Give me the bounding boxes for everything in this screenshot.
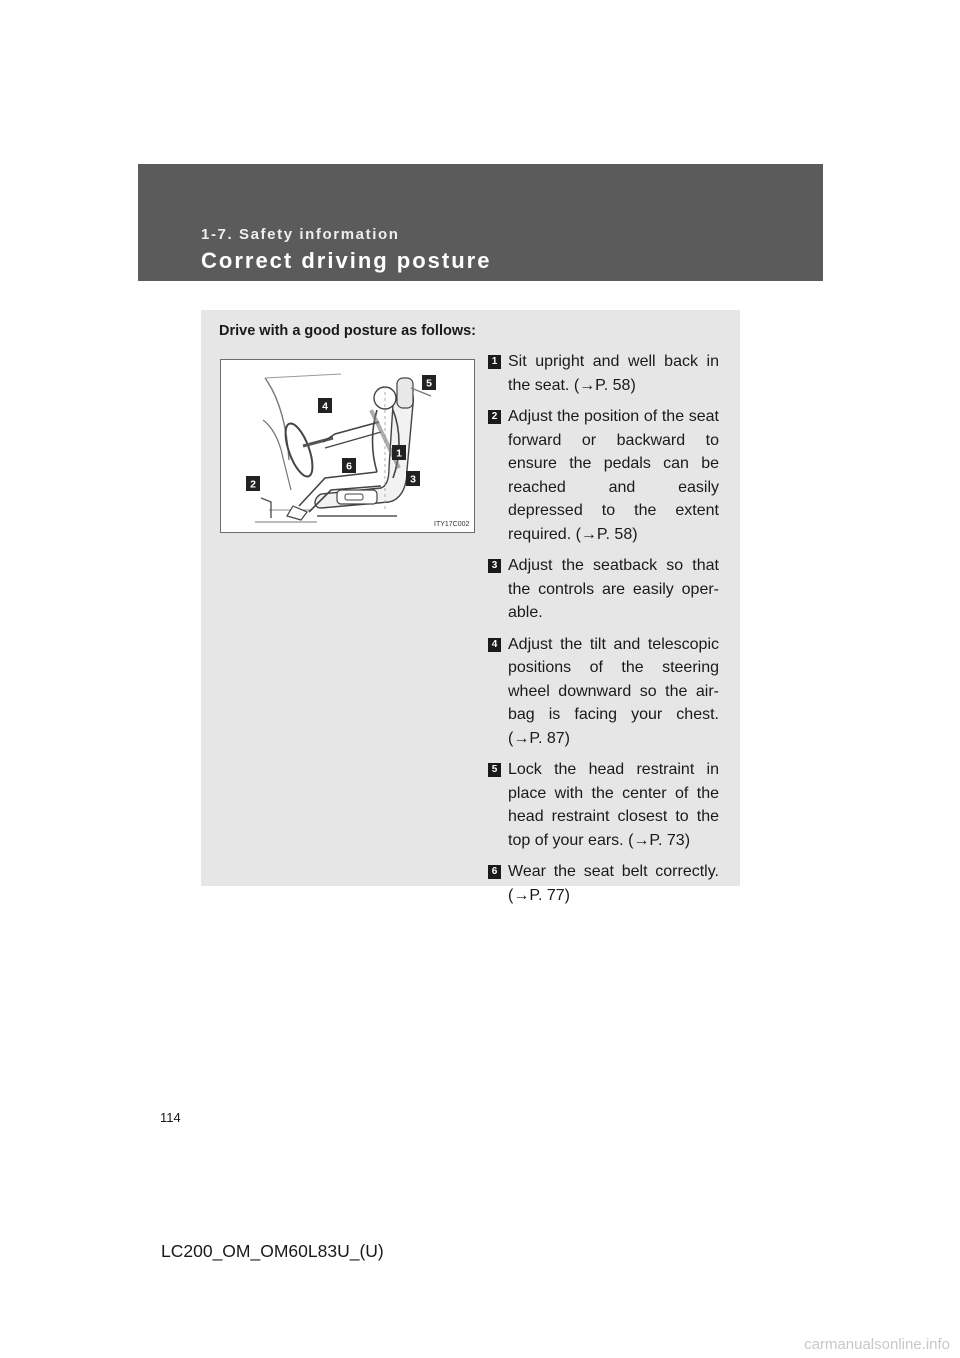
svg-text:5: 5 (426, 377, 432, 390)
step-text: Adjust the seatback so that the controls are easily oper- able. (508, 557, 719, 621)
callout-2 (246, 476, 260, 491)
step-text: Adjust the position of the seat forward or backward to ensure the pedals can be reached and easily depressed to the extent required. (→P. 58) (508, 408, 719, 543)
step-text: Adjust the tilt and telescopic positions of the steering wheel downward so the air- bag is facing your chest. (→P. 87) (508, 635, 719, 747)
svg-text:2: 2 (250, 478, 256, 491)
step-text: Lock the head restraint in place with the center of the head restraint closest to the top of your ears. (→P. 73) (508, 761, 719, 849)
section-label: 1-7. Safety information (201, 226, 400, 243)
manual-code: LC200_OM_OM60L83U_(U) (161, 1241, 384, 1261)
image-code: ITY17C002 (434, 521, 470, 528)
svg-text:1: 1 (396, 447, 402, 460)
step-number-badge: 6 (488, 865, 501, 879)
step-number-badge: 3 (488, 559, 501, 573)
callout-5 (422, 375, 436, 390)
driving-posture-illustration (220, 359, 475, 533)
svg-text:6: 6 (346, 460, 352, 473)
step-number-badge: 1 (488, 355, 501, 369)
step-number-badge: 4 (488, 638, 501, 652)
svg-text:3: 3 (410, 473, 416, 486)
callout-3 (406, 471, 420, 486)
step-text: Wear the seat belt correctly. (→P. 77) (508, 863, 719, 904)
callout-4 (318, 398, 332, 413)
step-text: Sit upright and well back in the seat. (→P. 58) (508, 353, 719, 394)
header-band (138, 164, 823, 281)
step-number-badge: 2 (488, 410, 501, 424)
svg-text:4: 4 (322, 400, 328, 413)
page-number: 114 (160, 1110, 181, 1125)
step-item (488, 554, 719, 625)
step-item (488, 633, 719, 751)
step-number-badge: 5 (488, 763, 501, 777)
callout-6 (342, 458, 356, 473)
step-item (488, 860, 719, 907)
page-title: Correct driving posture (201, 248, 492, 273)
watermark: carmanualsonline.info (804, 1336, 950, 1353)
callout-1 (392, 445, 406, 460)
step-item (488, 405, 719, 546)
posture-drawing (221, 360, 474, 532)
posture-steps-list (488, 350, 719, 915)
intro-text: Drive with a good posture as follows: (219, 323, 476, 339)
step-item (488, 350, 719, 397)
step-item (488, 758, 719, 852)
content-box (201, 310, 740, 904)
